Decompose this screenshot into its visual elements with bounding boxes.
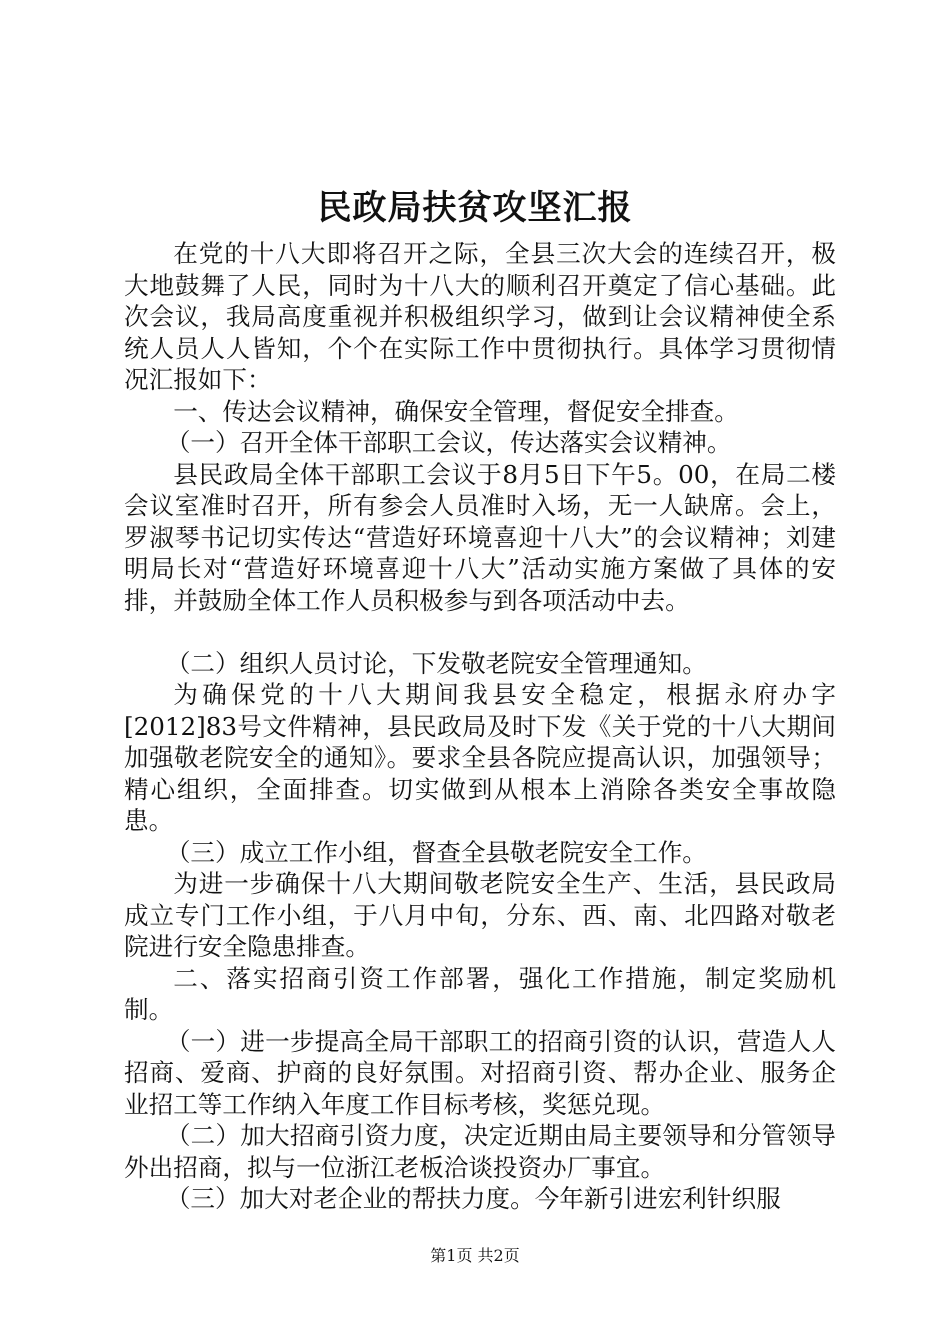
paragraph-1-1: 县民政局全体干部职工会议于8月5日下午5。00，在局二楼会议室准时召开，所有参会人员准时入场，无一人缺席。会上，罗淑琴书记切实传达“营造好环境喜迎十八大”的会议精神；刘建明局长对“营造好环境喜迎十八大”活动实施方案做了具体的安排，并鼓励全体工作人员积极参与到各项活动中去。 [124,459,836,615]
document-title: 民政局扶贫攻坚汇报 [317,188,633,228]
page-footer: 第1页 共2页 [430,1246,520,1265]
section-heading-2: 二、落实招商引资工作部署，强化工作措施，制定奖励机制。 [124,963,836,1024]
subsection-heading-1-1: （一）召开全体干部职工会议，传达落实会议精神。 [165,428,732,457]
paragraph-2-2: （二）加大招商引资力度，决定近期由局主要领导和分管领导外出招商，拟与一位浙江老板洽谈投资办厂事宜。 [124,1121,836,1182]
document-body [124,238,836,1215]
paragraph-2-3: （三）加大对老企业的帮扶力度。今年新引进宏利针织服 [165,1184,781,1213]
subsection-heading-1-2: （二）组织人员讨论，下发敬老院安全管理通知。 [165,648,707,678]
section-heading-1: 一、传达会议精神，确保安全管理，督促安全排查。 [173,396,739,426]
paragraph-intro: 在党的十八大即将召开之际，全县三次大会的连续召开，极大地鼓舞了人民，同时为十八大的顺利召开奠定了信心基础。此次会议，我局高度重视并积极组织学习，做到让会议精神使全系统人员人人皆知，个个在实际工作中贯彻执行。具体学习贯彻情况汇报如下： [124,239,836,394]
paragraph-1-2: 为确保党的十八大期间我县安全稳定，根据永府办字[2012]83号文件精神，县民政局及时下发《关于党的十八大期间加强敬老院安全的通知》。要求全县各院应提高认识，加强领导；精心组织，全面排查。切实做到从根本上消除各类安全事故隐患。 [124,680,836,835]
paragraph-1-3: 为进一步确保十八大期间敬老院安全生产、生活，县民政局成立专门工作小组，于八月中旬，分东、西、南、北四路对敬老院进行安全隐患排查。 [124,869,836,961]
paragraph-2-1: （一）进一步提高全局干部职工的招商引资的认识，营造人人招商、爱商、护商的良好氛围。对招商引资、帮办企业、服务企业招工等工作纳入年度工作目标考核，奖惩兑现。 [124,1026,836,1119]
subsection-heading-1-3: （三）成立工作小组，督查全县敬老院安全工作。 [165,837,707,867]
